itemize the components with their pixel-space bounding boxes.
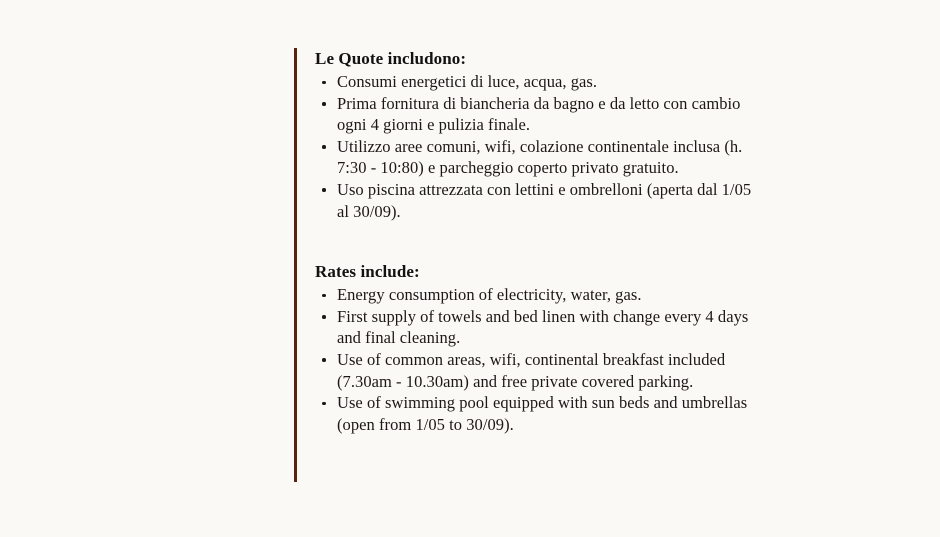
section-heading-english: Rates include: bbox=[315, 262, 420, 282]
section-heading-italian: Le Quote includono: bbox=[315, 49, 467, 68]
section-italian bbox=[315, 48, 764, 222]
list-item: Consumi energetici di luce, acqua, gas. bbox=[315, 71, 764, 93]
list-item: Use of swimming pool equipped with sun beds and umbrellas (open from 1/05 to 30/09). bbox=[315, 392, 764, 435]
list-item: Uso piscina attrezzata con lettini e ombrelloni (aperta dal 1/05 al 30/09). bbox=[315, 179, 764, 222]
bullet-list-english bbox=[315, 284, 764, 435]
list-item: First supply of towels and bed linen with change every 4 days and final cleaning. bbox=[315, 306, 764, 349]
section-separator-space bbox=[315, 222, 764, 261]
list-item: Utilizzo aree comuni, wifi, colazione continentale inclusa (h. 7:30 - 10:80) e parcheggio coperto privato gratuito. bbox=[315, 136, 764, 179]
rates-quote-block bbox=[294, 48, 764, 482]
list-item: Use of common areas, wifi, continental breakfast included (7.30am - 10.30am) and free private covered parking. bbox=[315, 349, 764, 392]
list-item: Energy consumption of electricity, water, gas. bbox=[315, 284, 764, 306]
section-english bbox=[315, 261, 764, 435]
list-item: Prima fornitura di biancheria da bagno e da letto con cambio ogni 4 giorni e pulizia finale. bbox=[315, 93, 764, 136]
bullet-list-italian bbox=[315, 71, 764, 222]
